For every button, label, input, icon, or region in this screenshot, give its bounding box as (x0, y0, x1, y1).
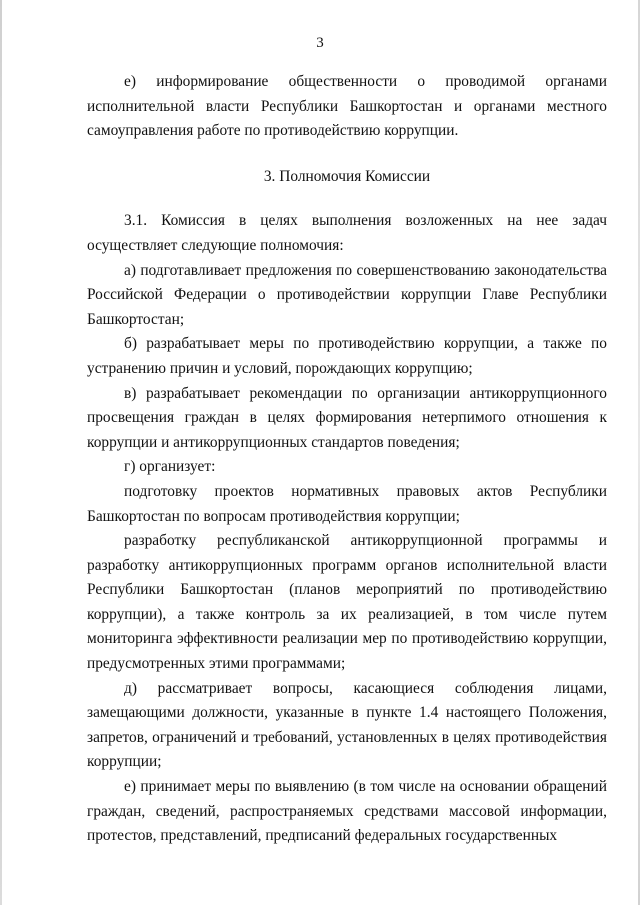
paragraph-item-v: в) разрабатывает рекомендации по организации антикоррупционного просвещения граждан в целях формирования нетерпимого отношения к коррупции и антикоррупционных стандартов поведения; (87, 384, 607, 451)
paragraph-item-d: д) рассматривает вопросы, касающиеся соблюдения лицами, замещающими должности, указанные в пункте 1.4 настоящего Положения, запретов, ограничений и требований, установленных в целях противодействия коррупции; (87, 679, 607, 771)
page-number: 3 (316, 35, 324, 51)
paragraph-item-e: е) принимает меры по выявлению (в том числе на основании обращений граждан, сведений, распространяемых средствами массовой информации, протестов, представлений, предписаний федеральных государственных (87, 778, 607, 845)
paragraph-item-g: г) организует: (124, 458, 216, 476)
paragraph-item-b: б) разрабатывает меры по противодействию коррупции, а также по устранению причин и условий, порождающих коррупцию; (87, 335, 607, 377)
paragraph-item-g-sub-1: подготовку проектов нормативных правовых актов Республики Башкортостан по вопросам противодействия коррупции; (87, 482, 607, 525)
paragraph-3-1: 3.1. Комиссия в целях выполнения возложенных на нее задач осуществляет следующие полномочия: (87, 212, 607, 254)
section-heading: 3. Полномочия Комиссии (263, 167, 431, 185)
intro-paragraph: е) информирование общественности о проводимой органами исполнительной власти Республики Башкортостан и органами местного самоуправления работе по противодействию коррупции. (87, 73, 607, 140)
scan-edge-left (0, 0, 2, 905)
paragraph-item-a: а) подготавливает предложения по совершенствованию законодательства Российской Федерации о противодействии коррупции Главе Республики Башкортостан; (87, 261, 607, 328)
paragraph-item-g-sub-2: разработку республиканской антикоррупционной программы и разработку антикоррупционных программ органов исполнительной власти Республики Башкортостан (планов мероприятий по противодействию коррупции), а также контроль за их реализацией, в том числе путем мониторинга эффективности реализации мер по противодействию коррупции, предусмотренных этими программами; (87, 532, 607, 673)
document-body (87, 70, 607, 849)
